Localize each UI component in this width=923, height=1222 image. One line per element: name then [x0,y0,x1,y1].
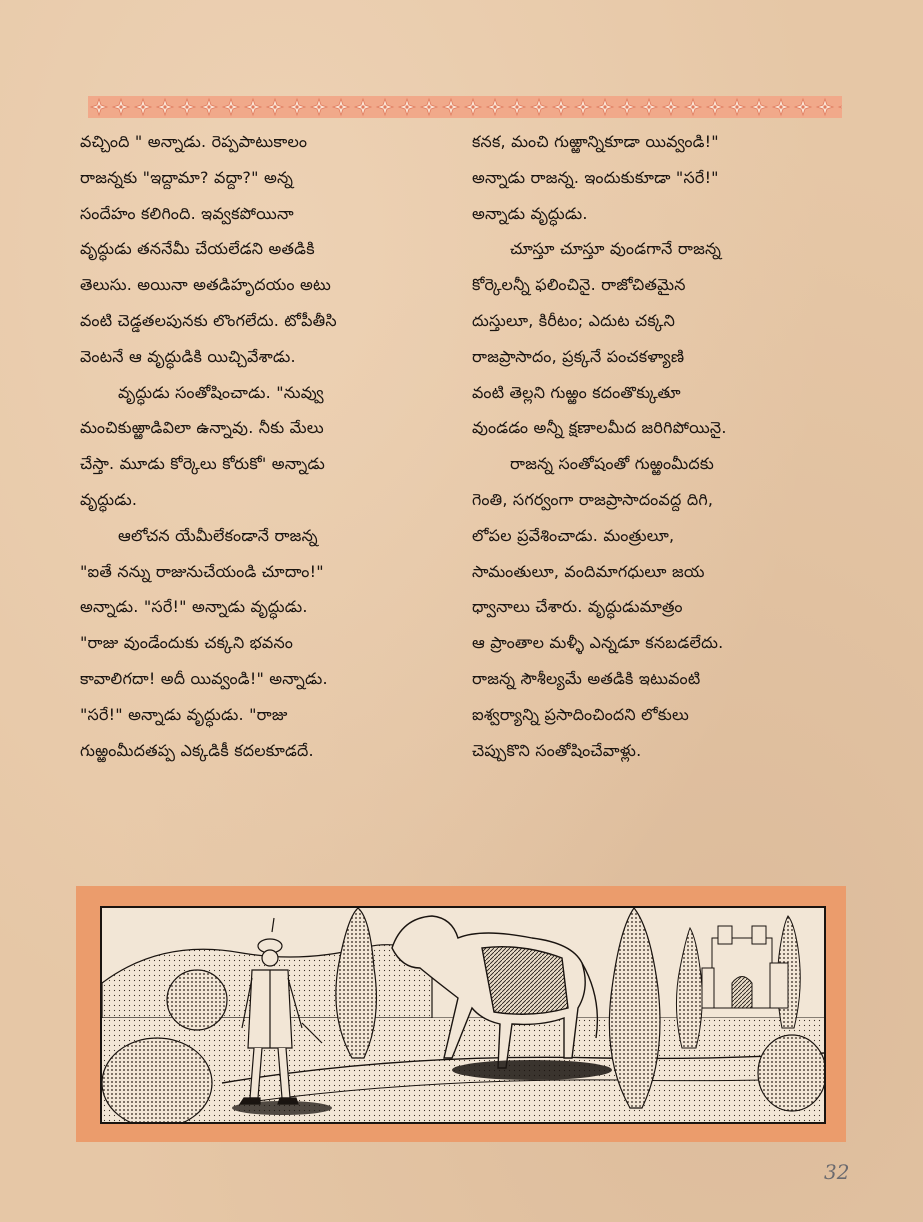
text-line: దుస్తులూ, కిరీటం; ఎదుట చక్కని [472,310,676,330]
text-line: గెంతి, సగర్వంగా రాజప్రాసాదంవద్ద దిగి, [472,489,714,509]
text-line: అన్నాడు రాజన్న. ఇందుకుకూడా "సరే!" [472,167,719,187]
text-line: "రాజు వుండేందుకు చక్కని భవనం [80,633,294,653]
text-line: అన్నాడు వృద్ధుడు. [472,203,588,223]
text-line: వృద్ధుడు సంతోషించాడు. "నువ్వు [118,382,324,402]
text-line: సందేహం కలిగింది. ఇవ్వకపోయినా [80,203,294,223]
text-line: కావాలిగదా! అదీ యివ్వండి!" అన్నాడు. [80,668,328,688]
page-number: 32 [824,1160,850,1184]
text-line: వృద్ధుడు తననేమీ చేయలేడని అతడికి [80,239,315,259]
text-line: ఆ ప్రాంతాల మళ్ళీ ఎన్నడూ కనబడలేదు. [472,633,724,653]
text-line: గుఱ్ఱంమీదతప్ప ఎక్కడికీ కదలకూడదే. [80,740,314,760]
text-line: తెలుసు. అయినా అతడిహృదయం అటు [80,275,332,295]
text-line: వెంటనే ఆ వృద్ధుడికి యిచ్చివేశాడు. [80,346,296,366]
text-line: చేస్తా. మూడు కోర్కెలు కోరుకో' అన్నాడు [80,454,326,474]
illustration-frame [100,906,826,1124]
text-line: కనక, మంచి గుఱ్ఱాన్నికూడా యివ్వండి!" [472,132,719,151]
text-line: వృద్ధుడు. [80,489,138,509]
right-text-column [472,124,844,768]
text-line: రాజన్న సంతోషంతో గుఱ్ఱంమీదకు [510,454,714,474]
flower-pattern-icon [88,96,842,118]
text-line: ఐశ్వర్యాన్ని ప్రసాదించిందని లోకులు [472,704,690,724]
left-text-column [80,124,462,768]
text-line: అన్నాడు. "సరే!" అన్నాడు వృద్ధుడు. [80,597,308,617]
text-line: వుండడం అన్నీ క్షణాలమీద జరిగిపోయినై. [472,418,727,438]
text-line: చూస్తూ చూస్తూ వుండగానే రాజన్న [510,239,722,259]
text-line: వంటి చెడ్డతలపునకు లొంగలేదు. టోపీతీసి [80,310,337,330]
text-line: ధ్వానాలు చేశారు. వృద్ధుడుమాత్రం [472,597,683,617]
text-line: మంచికుఱ్ఱాడివిలా ఉన్నావు. నీకు మేలు [80,418,324,438]
illustration-panel [76,886,846,1142]
decorative-border-band [88,96,842,118]
text-line: సామంతులూ, వందిమాగధులూ జయ [472,561,705,581]
text-line: వంటి తెల్లని గుఱ్ఱం కదంతొక్కుతూ [472,382,681,402]
text-line: రాజన్నకు "ఇద్దామా? వద్దా?" అన్న [80,167,294,187]
text-line: ఆలోచన యేమీలేకండానే రాజన్న [118,525,318,545]
text-line: కోర్కెలన్నీ ఫలించినై. రాజోచితమైన [472,275,686,295]
text-line: "సరే!" అన్నాడు వృద్ధుడు. "రాజు [80,704,288,724]
text-line: లోపల ప్రవేశించాడు. మంత్రులూ, [472,525,675,545]
prince-and-horse-illustration [102,908,824,1122]
text-line: చెప్పుకొని సంతోషించేవాళ్లు. [472,740,642,760]
text-line: రాజప్రాసాదం, ప్రక్కనే పంచకళ్యాణి [472,346,685,366]
text-line: రాజన్న సౌశీల్యమే అతడికి ఇటువంటి [472,668,701,688]
text-line: "ఐతే నన్ను రాజునుచేయండి చూదాం!" [80,561,324,581]
text-line: వచ్చింది " అన్నాడు. రెప్పపాటుకాలం [80,132,308,151]
